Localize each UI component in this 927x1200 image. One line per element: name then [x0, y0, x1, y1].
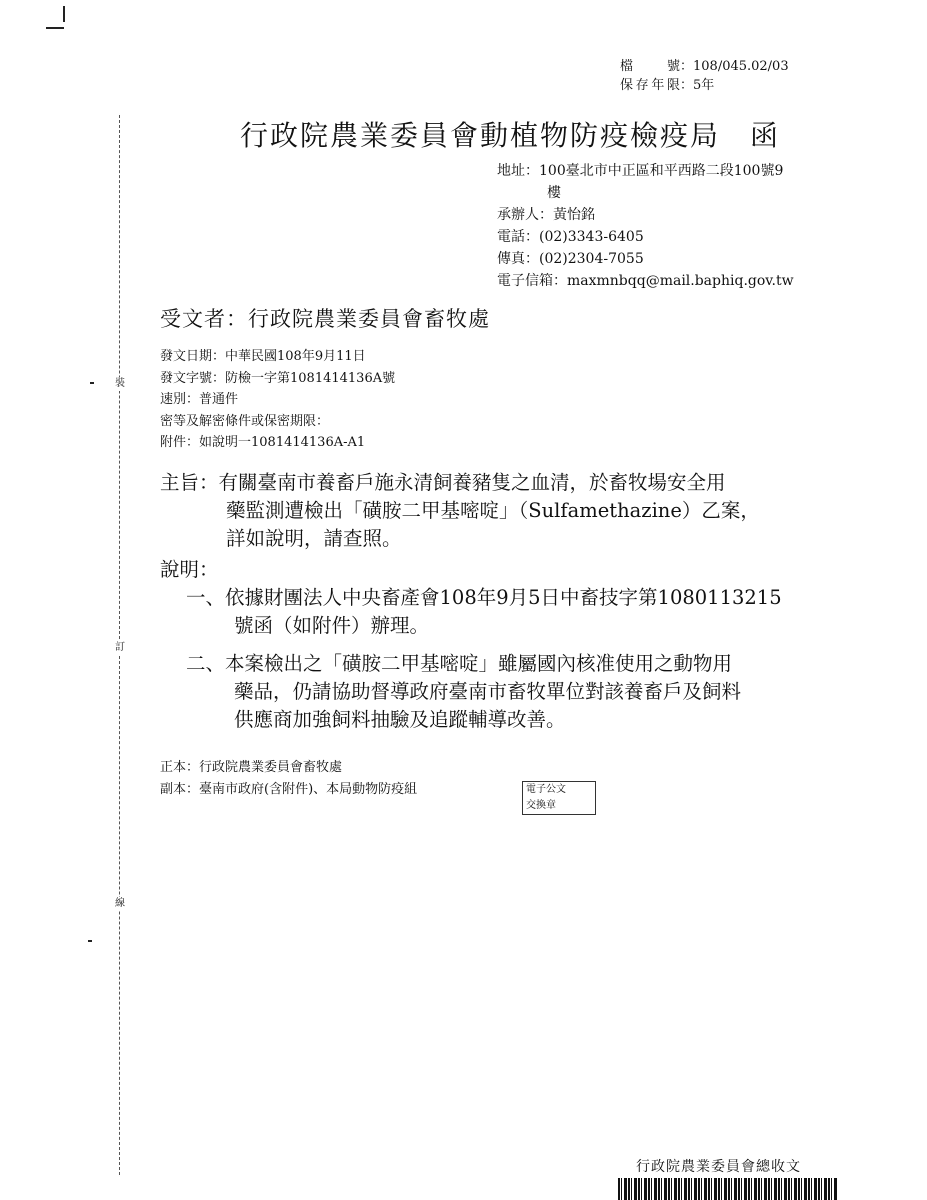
file-info	[620, 57, 789, 95]
delivery-speed: 速別：普通件	[160, 392, 239, 407]
explanation-item-1-line: 一、依據財團法人中央畜產會108年9月5日中畜技字第1080113215	[186, 586, 782, 609]
sender-phone: 電話：(02)3343-6405	[497, 229, 644, 245]
issue-date: 發文日期：中華民國108年9月11日	[160, 349, 366, 364]
explanation-items	[186, 584, 782, 734]
copy-recipients: 副本：臺南市政府(含附件)、本局動物防疫組	[160, 782, 418, 797]
binding-mark: 線	[110, 897, 130, 911]
sender-info	[497, 160, 794, 292]
explanation-item-1-line: 號函（如附件）辦理。	[234, 614, 430, 637]
subject-line: 詳如說明，請查照。	[226, 527, 402, 550]
explanation-item-2-line: 二、本案檢出之「磺胺二甲基嘧啶」雖屬國內核准使用之動物用	[186, 652, 733, 675]
original-recipient: 正本：行政院農業委員會畜牧處	[160, 760, 343, 775]
document-title: 行政院農業委員會動植物防疫檢疫局 函	[240, 119, 781, 152]
subject	[160, 469, 760, 553]
subject-line: 藥監測遭檢出「磺胺二甲基嘧啶」（Sulfamethazine）乙案，	[226, 499, 760, 522]
document-number: 發文字號：防檢一字第1081414136A號	[160, 370, 396, 386]
document-meta	[160, 346, 395, 454]
sender-address: 地址：100臺北市中正區和平西路二段100號9	[497, 163, 784, 179]
scan-artifact-mark	[90, 382, 94, 384]
scan-artifact-mark	[88, 940, 92, 942]
receipt-label: 行政院農業委員會總收文	[636, 1159, 801, 1175]
secrecy-level: 密等及解密條件或保密期限：	[160, 413, 330, 429]
retention-period: ：5年	[680, 78, 715, 93]
sender-fax: 傳真：(02)2304-7055	[497, 251, 644, 267]
retention-label: 保存年限	[620, 78, 680, 93]
recipient: 受文者：行政院農業委員會畜牧處	[160, 307, 490, 331]
file-number-label: 檔 號	[620, 59, 680, 74]
attachment-info: 附件：如說明一1081414136A-A1	[160, 435, 366, 450]
sender-email: 電子信箱：maxmnbqq@mail.baphiq.gov.tw	[497, 273, 794, 289]
explanation-item-2-line: 供應商加強飼料抽驗及追蹤輔導改善。	[234, 708, 566, 731]
subject-line: 主旨：有關臺南市養畜戶施永清飼養豬隻之血清，於畜牧場安全用	[160, 471, 726, 494]
exchange-stamp	[522, 781, 596, 815]
file-number: ：108/045.02/03	[680, 59, 789, 74]
scan-artifact-mark	[46, 27, 64, 29]
explanation-heading: 說明：	[160, 558, 219, 581]
barcode	[618, 1178, 838, 1200]
sender-address-continued: 樓	[547, 185, 561, 201]
binding-mark: 訂	[110, 641, 130, 655]
scan-artifact-mark	[63, 6, 65, 22]
binding-mark: 裝	[110, 377, 130, 391]
sender-handler: 承辦人：黃怡銘	[497, 207, 595, 223]
stamp-line: 電子公文	[526, 784, 566, 795]
explanation-item-2-line: 藥品，仍請協助督導政府臺南市畜牧單位對該養畜戶及飼料	[234, 680, 742, 703]
distribution	[160, 757, 417, 801]
stamp-line: 交換章	[526, 800, 556, 811]
